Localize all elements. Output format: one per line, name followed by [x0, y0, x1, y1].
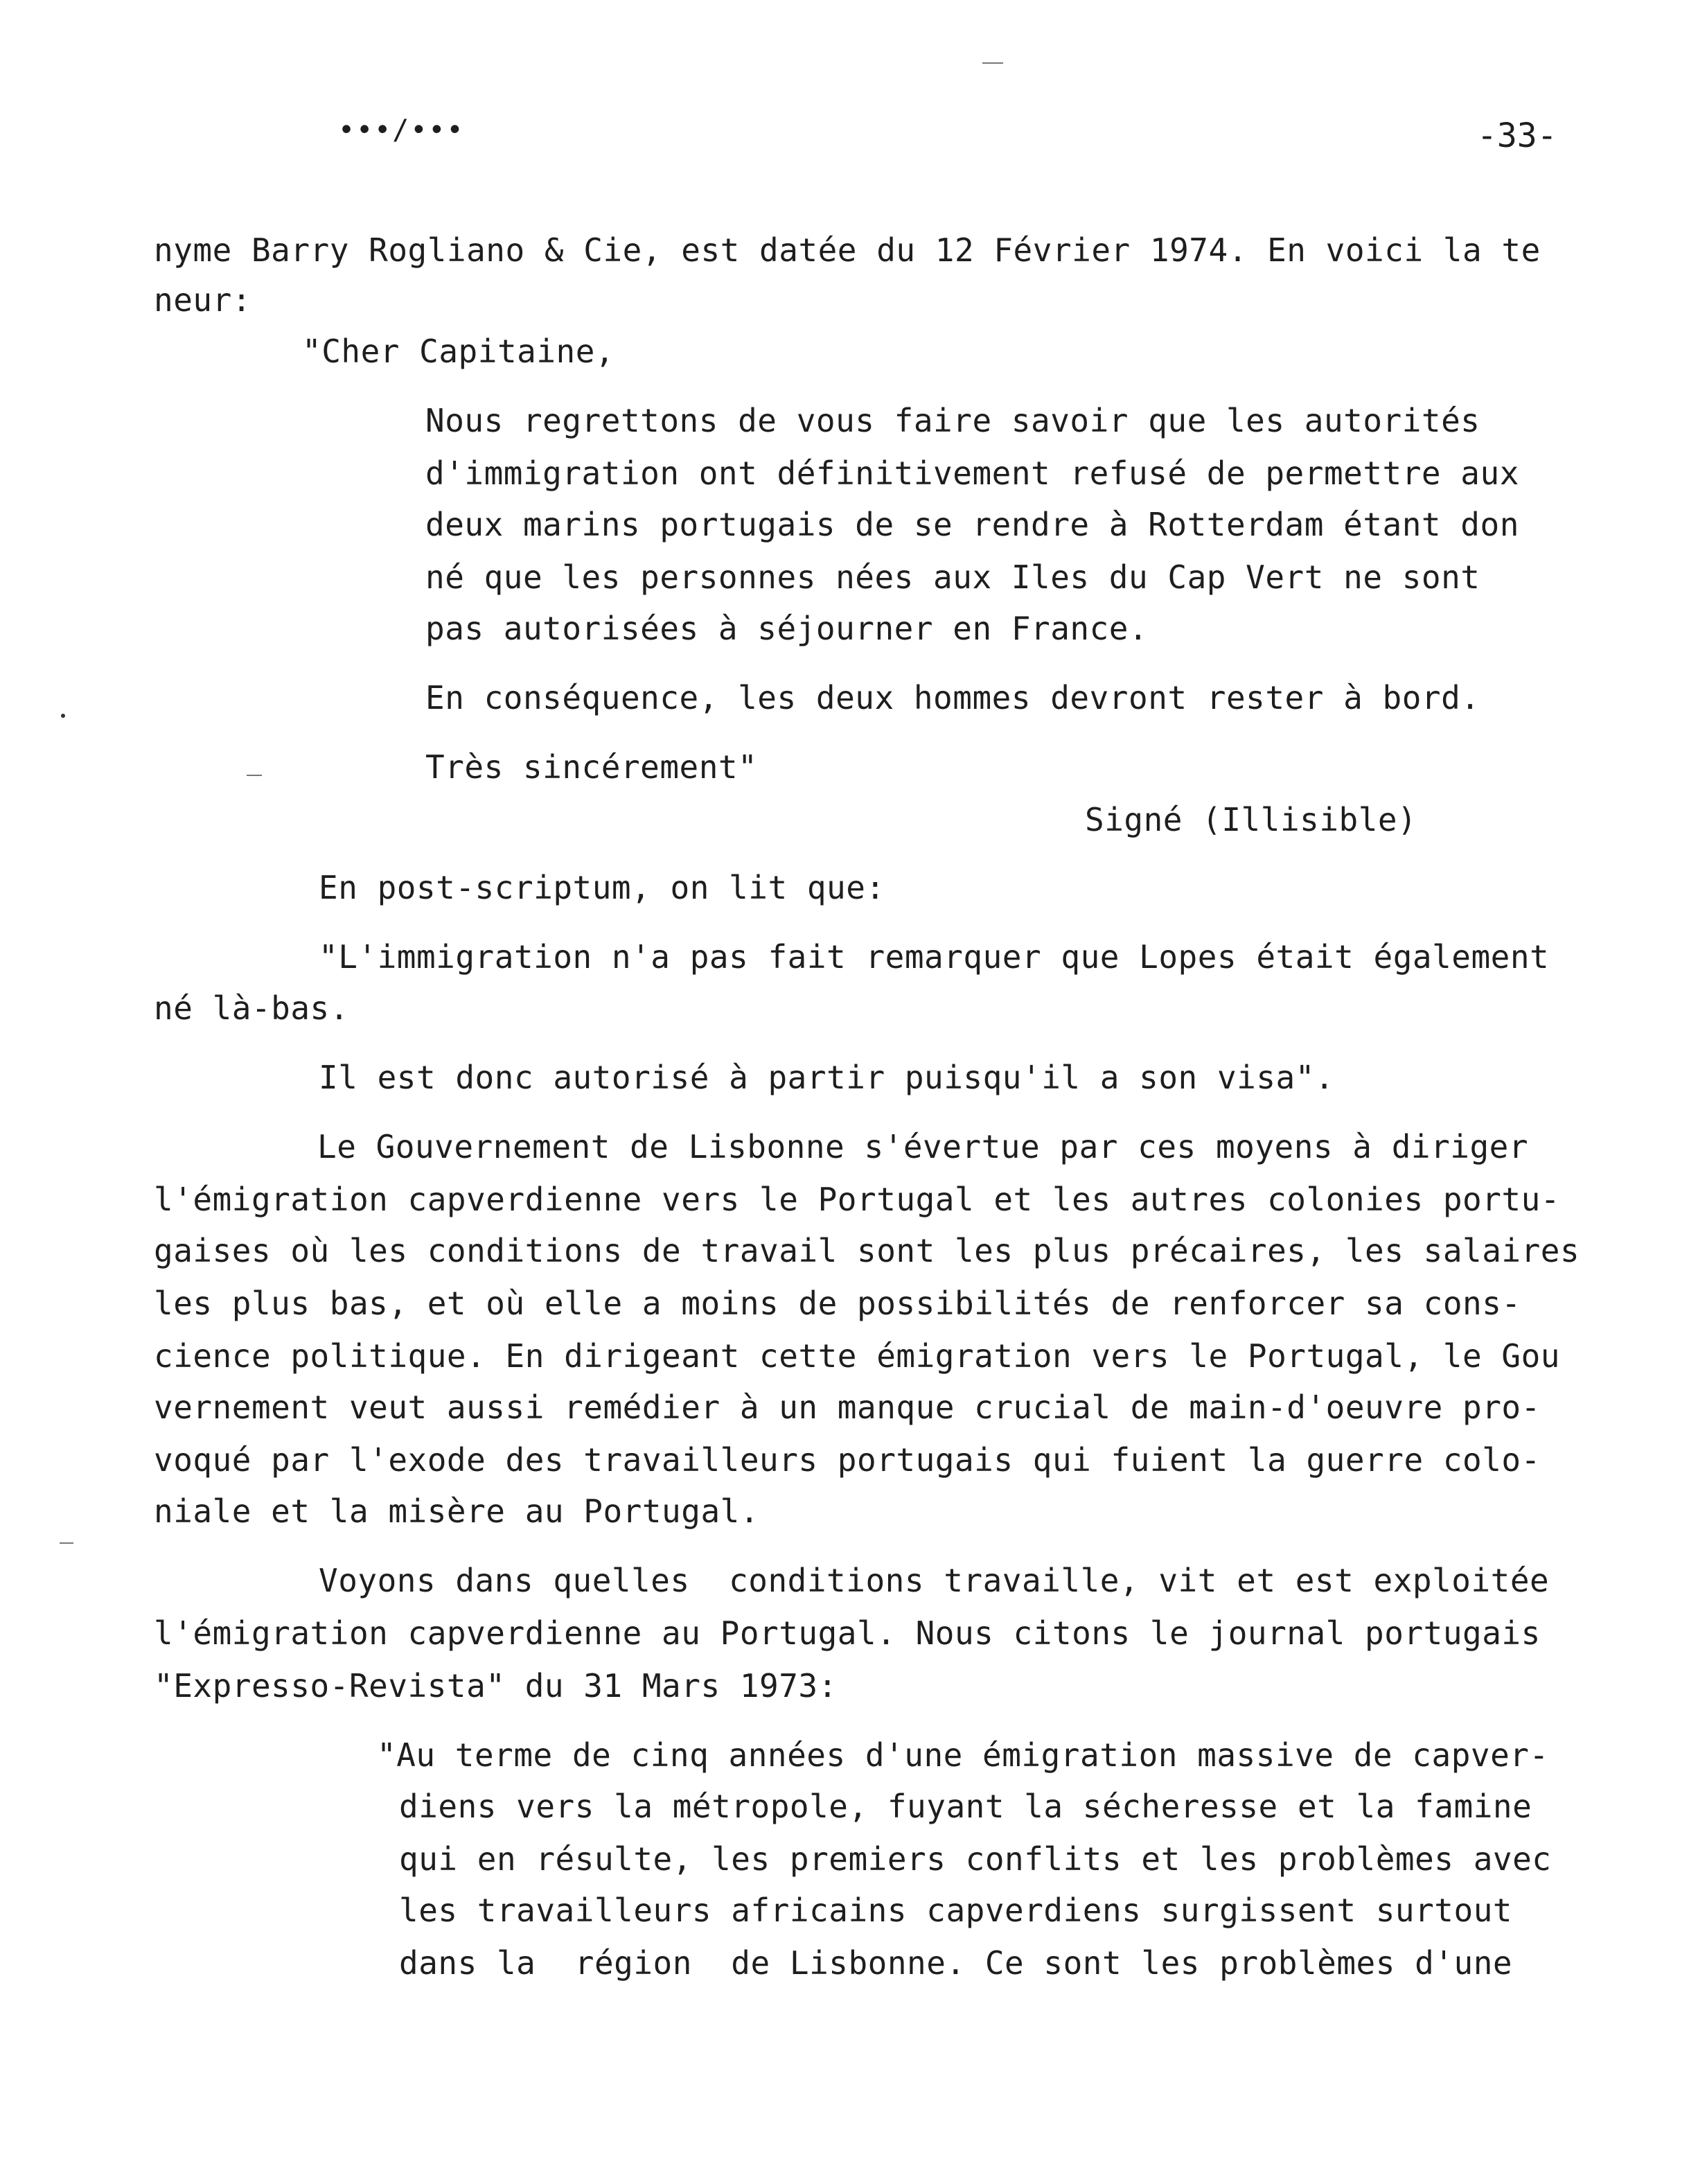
text-line-ps-intro: En post-scriptum, on lit que:	[319, 869, 885, 906]
text-line-ps-2: né là-bas.	[154, 989, 349, 1027]
paragraph-1-line-2: l'émigration capverdienne vers le Portugal et les autres colonies portu-	[154, 1181, 1560, 1218]
text-line-2: neur:	[154, 281, 251, 319]
scan-speck-left	[61, 714, 65, 718]
paragraph-1-line-8: niale et la misère au Portugal.	[154, 1492, 760, 1530]
paragraph-2-line-2: l'émigration capverdienne au Portugal. Nous citons le journal portugais	[154, 1614, 1541, 1652]
continuation-mark: •••/•••	[338, 114, 465, 146]
letter-line-6: En conséquence, les deux hommes devront rester à bord.	[425, 679, 1480, 716]
letter-signature: Signé (Illisible)	[1085, 801, 1417, 838]
paragraph-2-line-1: Voyons dans quelles conditions travaille, vit et est exploitée	[319, 1562, 1550, 1599]
quote-line-1: "Au terme de cinq années d'une émigration massive de capver-	[377, 1736, 1549, 1774]
quote-line-3: qui en résulte, les premiers conflits et les problèmes avec	[399, 1840, 1552, 1878]
paragraph-1-line-1: Le Gouvernement de Lisbonne s'évertue par ces moyens à diriger	[317, 1128, 1529, 1165]
letter-line-4: né que les personnes nées aux Iles du Cap Vert ne sont	[425, 558, 1480, 596]
scan-mark-top	[982, 62, 1003, 64]
letter-line-3: deux marins portugais de se rendre à Rotterdam étant don	[425, 506, 1519, 543]
text-line-ps-3: Il est donc autorisé à partir puisqu'il a son visa".	[319, 1059, 1335, 1096]
paragraph-1-line-7: voqué par l'exode des travailleurs portugais qui fuient la guerre colo-	[154, 1441, 1541, 1479]
quote-line-4: les travailleurs africains capverdiens surgissent surtout	[399, 1892, 1513, 1929]
scan-mark-left-1	[247, 775, 262, 776]
paragraph-1-line-4: les plus bas, et où elle a moins de possibilités de renforcer sa cons-	[154, 1285, 1521, 1322]
quote-line-2: diens vers la métropole, fuyant la sécheresse et la famine	[399, 1788, 1532, 1825]
letter-closing: Très sincérement"	[425, 748, 758, 786]
letter-line-1: Nous regrettons de vous faire savoir que les autorités	[425, 402, 1480, 439]
scan-mark-left-2	[60, 1542, 73, 1544]
text-line-1: nyme Barry Rogliano & Cie, est datée du 12 Février 1974. En voici la te	[154, 231, 1541, 269]
letter-line-5: pas autorisées à séjourner en France.	[425, 610, 1149, 647]
page-number: -33-	[1477, 116, 1557, 155]
paragraph-1-line-3: gaises où les conditions de travail sont les plus précaires, les salaires	[154, 1232, 1580, 1269]
paragraph-2-line-3: "Expresso-Revista" du 31 Mars 1973:	[154, 1667, 838, 1705]
text-line-ps-1: "L'immigration n'a pas fait remarquer que Lopes était également	[319, 938, 1550, 976]
letter-salutation: "Cher Capitaine,	[302, 333, 615, 370]
letter-line-2: d'immigration ont définitivement refusé de permettre aux	[425, 455, 1519, 492]
paragraph-1-line-6: vernement veut aussi remédier à un manque crucial de main-d'oeuvre pro-	[154, 1389, 1541, 1426]
quote-line-5: dans la région de Lisbonne. Ce sont les problèmes d'une	[399, 1944, 1513, 1982]
paragraph-1-line-5: cience politique. En dirigeant cette émigration vers le Portugal, le Gou	[154, 1337, 1560, 1375]
